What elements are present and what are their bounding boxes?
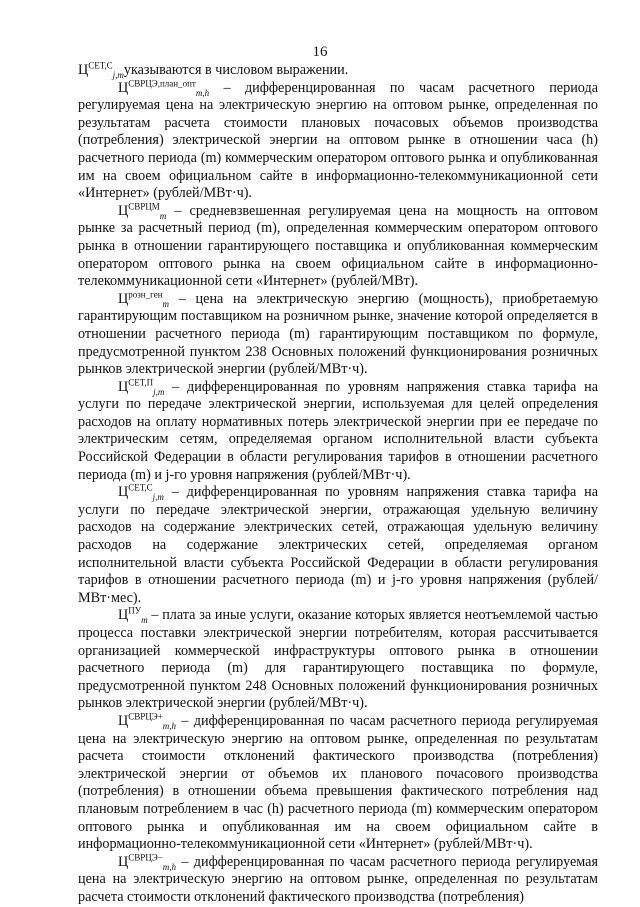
definition-paragraph — [78, 288, 598, 379]
definition-text: – дифференцированная по часам расчетного периода регулируемая цена на электрическую энергию на оптовом рынке, определенная по результатам расчета стоимости отклонений фактического производства (потребления) — [78, 853, 598, 905]
definition-text: – дифференцированная по уровням напряжения ставка тарифа на услуги по передаче электрической энергии, отражающая удельную величину расходов на содержание электрических сетей, отражающая удельную величину расходов на содержание электрических сетей, определяемая органом исполнительной власти субъекта Российской Федерации в области регулирования тарифов в отношении расчетного периода (m) и j-го уровня напряжения (рублей/МВт·мес). — [78, 484, 598, 606]
definition-text: – плата за иные услуги, оказание которых является неотъемлемой частью процесса поставки электрической энергии потребителям, которая рассчитывается организацией коммерческой инфраструктуры оптового рынка в отношении расчетного периода (m) для гарантирующего поставщика по формуле, предусмотренной пунктом 248 Основных положений функционирования розничных рынков электрической энергии (рублей/МВт·ч). — [78, 607, 598, 712]
formula-symbol: $Ц^{СЕТ,С}_{j,m}$ — [78, 60, 124, 80]
formula-symbol: $Ц^{ПУ}_m$ — [118, 605, 148, 626]
formula-symbol: $Ц^{СВРЦМ}_m$ — [118, 201, 167, 221]
formula-symbol: $Ц^{розн\_ген}_m$ — [118, 288, 170, 309]
definition-paragraph — [78, 607, 598, 713]
page-number: 16 — [312, 44, 328, 60]
formula-symbol: $Ц^{СЕТ,П}_{j,m}$ — [118, 376, 165, 397]
definition-paragraph — [78, 713, 598, 854]
definition-paragraph — [78, 203, 598, 291]
definition-text: – дифференцированная по часам расчетного периода регулируемая цена на электрическую энергию на оптовом рынке, определенная по результатам расчета стоимости отклонений фактического производства (потребления) электрической энергии от объемов их планового почасового производства (потребления) в отношении объема превышения фактического потребления над плановым потреблением в час (h) расчетного периода (m) коммерческим оператором оптового рынка и опубликованная им на своем официальном сайте в информационно-телекоммуникационной сети «Интернет» (рублей/МВт·ч). — [78, 712, 598, 853]
definition-text: – цена на электрическую энергию (мощность), приобретаемую гарантирующим поставщиком на розничном рынке, значение которой определяется в отношении расчетного периода (m) гарантирующим поставщиком по формуле, предусмотренной пунктом 238 Основных положений функционирования розничных рынков электрической энергии (рублей/МВт·ч). — [78, 290, 598, 378]
document-body — [78, 62, 598, 907]
definition-paragraph — [78, 851, 598, 907]
definition-text: – средневзвешенная регулируемая цена на мощность на оптовом рынке за расчетный период (m), определенная коммерческим оператором оптового рынка в отношении гарантирующего поставщика и опубликованная коммерческим оператором оптового рынка на своем официальном сайте в информационно-телекоммуникационной сети «Интернет» (рублей/МВт). — [78, 202, 598, 290]
definition-text: – дифференцированная по часам расчетного периода регулируемая цена на электрическую энергию на оптовом рынке, определенная по результатам расчета стоимости плановых почасовых объемов производства (потребления) электрической энергии на оптовом рынке в отношении часа (h) расчетного периода (m) коммерческим оператором оптового рынка и опубликованная им на своем официальном сайте в информационно-телекоммуникационной сети «Интернет» (рублей/МВт·ч). — [78, 79, 598, 202]
formula-symbol: $Ц^{СВРЦЭ+}_{m,h}$ — [118, 711, 177, 731]
definition-paragraph — [78, 376, 598, 485]
formula-symbol: $Ц^{СВРЦЭ-}_{m,h}$ — [118, 851, 177, 872]
formula-symbol: $Ц^{СВРЦЭ,план\_опт}_{m,h}$ — [118, 77, 210, 98]
definition-text: указываются в числовом выражении. — [123, 62, 349, 78]
definition-paragraph — [78, 484, 598, 607]
formula-symbol: $Ц^{СЕТ,С}_{j,m}$ — [118, 482, 164, 503]
definition-paragraph — [78, 77, 598, 203]
definition-text: – дифференцированная по уровням напряжения ставка тарифа на услуги по передаче электрической энергии, используемая для целей определения расходов на оплату нормативных потерь электрической энергии при ее передаче по электрическим сетям, определяемая органом исполнительной власти субъекта Российской Федерации в области регулирования тарифов в отношении расчетного периода (m) и j-го уровня напряжения (рублей/МВт·ч). — [78, 378, 598, 483]
